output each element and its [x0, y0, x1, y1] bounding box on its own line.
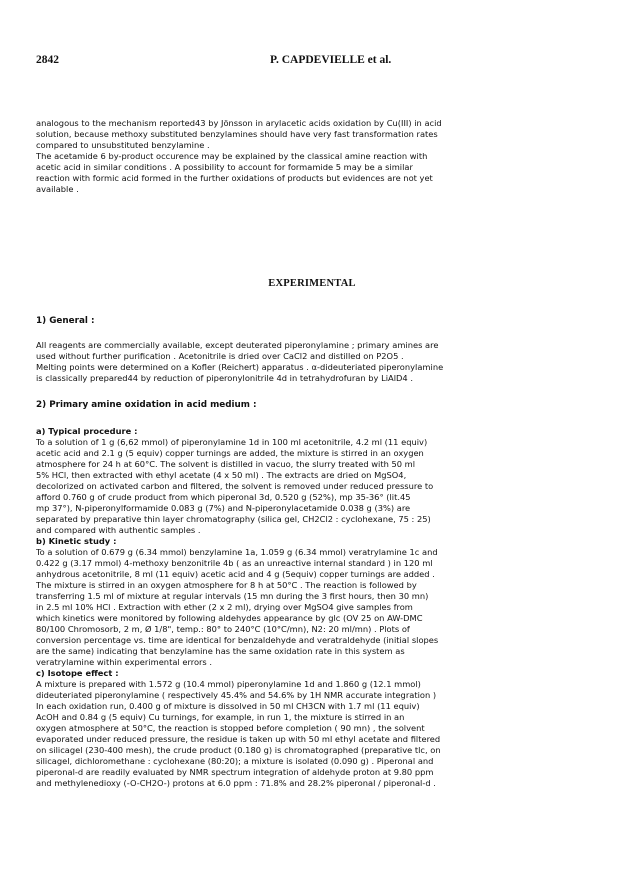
- text-line: A mixture is prepared with 1.572 g (10.4 mmol) piperonylamine 1d and 1.860 g (12.1 mmol): [36, 679, 421, 689]
- text-line: The acetamide 6 by-product occurence may be explained by the classical amine reaction with: [36, 151, 428, 161]
- isotope-effect-heading: c) Isotope effect :: [36, 668, 119, 678]
- text-line: which kinetics were monitored by following aldehydes appearance by glc (OV 25 on AW-DMC: [36, 613, 423, 623]
- procedures-block: [36, 426, 596, 789]
- text-line: 0.422 g (3.17 mmol) 4-methoxy benzonitrile 4b ( as an unreactive internal standard ) in 120 ml: [36, 558, 433, 568]
- text-line: evaporated under reduced pressure, the residue is taken up with 50 ml ethyl acetate and filtered: [36, 734, 441, 744]
- text-line: on silicagel (230-400 mesh), the crude product (0.180 g) is chromatographed (preparative tlc, on: [36, 745, 441, 755]
- text-line: available .: [36, 184, 79, 194]
- text-line: In each oxidation run, 0.400 g of mixture is dissolved in 50 ml CH3CN with 1.7 ml (11 equiv): [36, 701, 420, 711]
- text-line: acetic acid in similar conditions . A possibility to account for formamide 5 may be a similar: [36, 162, 413, 172]
- primary-heading: 2) Primary amine oxidation in acid medium :: [36, 400, 257, 410]
- text-line: 80/100 Chromosorb, 2 m, Ø 1/8", temp.: 80° to 240°C (10°C/mn), N2: 20 ml/mn) . Plots of: [36, 624, 410, 634]
- text-line: To a solution of 1 g (6,62 mmol) of piperonylamine 1d in 100 ml acetonitrile, 4.2 ml (11 equiv): [36, 437, 428, 447]
- page-number: 2842: [36, 54, 59, 66]
- general-heading: 1) General :: [36, 316, 95, 326]
- text-line: oxygen atmosphere at 50°C, the reaction is stopped before completion ( 90 mn) , the solvent: [36, 723, 425, 733]
- text-line: All reagents are commercially available, except deuterated piperonylamine ; primary amines are: [36, 340, 439, 350]
- general-paragraph: [36, 340, 596, 384]
- text-line: piperonal-d are readily evaluated by NMR spectrum integration of aldehyde proton at 9.80 ppm: [36, 767, 434, 777]
- text-line: and compared with authentic samples .: [36, 525, 201, 535]
- section-title: EXPERIMENTAL: [268, 278, 356, 289]
- text-line: afford 0.760 g of crude product from which piperonal 3d, 0.520 g (52%), mp 35-36° (lit.45: [36, 492, 411, 502]
- text-line: are the same) indicating that benzylamine has the same oxidation rate in this system as: [36, 646, 405, 656]
- text-line: atmosphere for 24 h at 60°C. The solvent is distilled in vacuo, the slurry treated with 50 ml: [36, 459, 416, 469]
- typical-procedure-heading: a) Typical procedure :: [36, 426, 138, 436]
- text-line: and methylenedioxy (-O-CH2O-) protons at 6.0 ppm : 71.8% and 28.2% piperonal / piperonal-d .: [36, 778, 436, 788]
- text-line: used without further purification . Acetonitrile is dried over CaCl2 and distilled on P2O5 .: [36, 351, 404, 361]
- text-line: decolorized on activated carbon and filtered, the solvent is removed under reduced pressure to: [36, 481, 434, 491]
- text-line: solution, because methoxy substituted benzylamines should have very fast transformation rates: [36, 129, 438, 139]
- text-line: transferring 1.5 ml of mixture at regular intervals (15 mn during the 3 first hours, then 30 mn): [36, 591, 429, 601]
- text-line: silicagel, dichloromethane : cyclohexane (80:20); a mixture is isolated (0.090 g) . Piperonal and: [36, 756, 434, 766]
- text-line: AcOH and 0.84 g (5 equiv) Cu turnings, for example, in run 1, the mixture is stirred in an: [36, 712, 405, 722]
- text-line: compared to unsubstituted benzylamine .: [36, 140, 210, 150]
- text-line: 5% HCl, then extracted with ethyl acetate (4 x 50 ml) . The extracts are dried on MgSO4,: [36, 470, 407, 480]
- text-line: Melting points were determined on a Kofler (Reichert) apparatus . α-dideuteriated piperonylamine: [36, 362, 444, 372]
- kinetic-study-heading: b) Kinetic study :: [36, 536, 117, 546]
- text-line: is classically prepared44 by reduction of piperonylonitrile 4d in tetrahydrofuran by LiAlD4 .: [36, 373, 413, 383]
- text-line: in 2.5 ml 10% HCl . Extraction with ether (2 x 2 ml), drying over MgSO4 give samples from: [36, 602, 413, 612]
- text-line: To a solution of 0.679 g (6.34 mmol) benzylamine 1a, 1.059 g (6.34 mmol) veratrylamine 1c and: [36, 547, 438, 557]
- running-title: P. CAPDEVIELLE et al.: [270, 54, 392, 66]
- text-line: conversion percentage vs. time are identical for benzaldehyde and veratraldehyde (initial slopes: [36, 635, 439, 645]
- text-line: veratrylamine within experimental errors .: [36, 657, 213, 667]
- text-line: anhydrous acetonitrile, 8 ml (11 equiv) acetic acid and 4 g (5equiv) copper turnings are added .: [36, 569, 435, 579]
- text-line: acetic acid and 2.1 g (5 equiv) copper turnings are added, the mixture is stirred in an oxygen: [36, 448, 424, 458]
- text-line: The mixture is stirred in an oxygen atmosphere for 8 h at 50°C . The reaction is followed by: [36, 580, 417, 590]
- text-line: mp 37°), N-piperonylformamide 0.083 g (7%) and N-piperonylacetamide 0.038 g (3%) are: [36, 503, 411, 513]
- text-line: dideuteriated piperonylamine ( respectively 45.4% and 54.6% by 1H NMR accurate integration ): [36, 690, 437, 700]
- text-line: reaction with formic acid formed in the further oxidations of products but evidences are not yet: [36, 173, 433, 183]
- text-line: separated by preparative thin layer chromatography (silica gel, CH2Cl2 : cyclohexane, 75 : 25): [36, 514, 431, 524]
- text-line: analogous to the mechanism reported43 by Jönsson in arylacetic acids oxidation by Cu(III) in acid: [36, 118, 442, 128]
- intro-paragraph: [36, 118, 596, 195]
